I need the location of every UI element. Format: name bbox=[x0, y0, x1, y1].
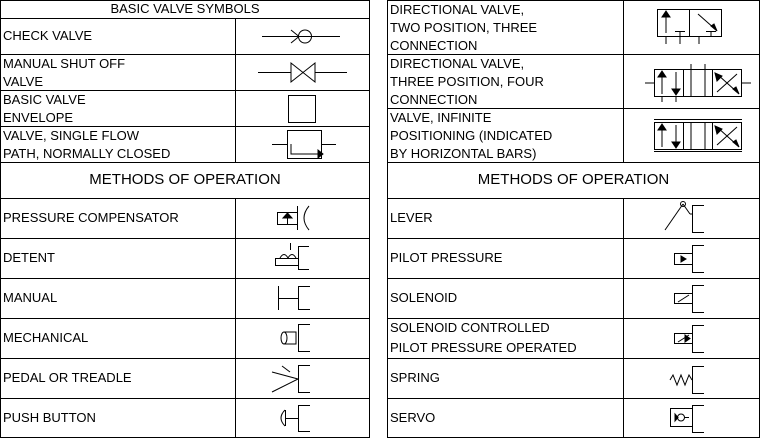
method-label-mechanical: MECHANICAL bbox=[3, 330, 89, 345]
pressure-compensator-icon bbox=[278, 206, 310, 230]
two-position-valve-icon bbox=[658, 10, 722, 45]
method-label-manual: MANUAL bbox=[3, 290, 58, 305]
valve-envelope-label-line2: ENVELOPE bbox=[3, 110, 74, 125]
method-label-solenoid: SOLENOID bbox=[390, 290, 458, 305]
infinite-positioning-label-line1: VALVE, INFINITE bbox=[390, 110, 492, 125]
single-flow-label-line1: VALVE, SINGLE FLOW bbox=[3, 128, 140, 143]
infinite-positioning-label-line2: POSITIONING (INDICATED bbox=[390, 128, 553, 143]
manual-shutoff-label-line2: VALVE bbox=[3, 74, 43, 89]
two-position-label-line3: CONNECTION bbox=[390, 38, 478, 53]
push-button-icon bbox=[281, 405, 310, 432]
infinite-positioning-label-line3: BY HORIZONTAL BARS) bbox=[390, 146, 537, 161]
lever-icon bbox=[665, 202, 704, 234]
mechanical-icon bbox=[281, 324, 310, 352]
basic-valve-symbols-title: BASIC VALVE SYMBOLS bbox=[110, 1, 260, 16]
servo-icon bbox=[671, 405, 705, 433]
two-position-label-line1: DIRECTIONAL VALVE, bbox=[390, 2, 525, 17]
three-position-valve-icon bbox=[645, 64, 751, 102]
single-flow-label-line2: PATH, NORMALLY CLOSED bbox=[3, 146, 171, 161]
right-methods-header: METHODS OF OPERATION bbox=[477, 171, 670, 188]
valve-envelope-label-line1: BASIC VALVE bbox=[3, 92, 86, 107]
three-position-label-line2: THREE POSITION, FOUR bbox=[390, 74, 544, 89]
detent-icon bbox=[275, 243, 309, 270]
solenoid-pilot-icon bbox=[675, 325, 705, 353]
method-label-spring: SPRING bbox=[390, 370, 440, 385]
two-position-label-line2: TWO POSITION, THREE bbox=[390, 20, 538, 35]
manual-shutoff-label-line1: MANUAL SHUT OFF bbox=[3, 56, 126, 71]
method-label-lever: LEVER bbox=[390, 210, 433, 225]
method-label-detent: DETENT bbox=[3, 250, 55, 265]
single-flow-valve-icon bbox=[272, 131, 336, 159]
method-label-solenoid-pilot-line2: PILOT PRESSURE OPERATED bbox=[390, 340, 577, 355]
method-label-servo: SERVO bbox=[390, 410, 436, 425]
manual-shutoff-valve-icon bbox=[258, 63, 347, 82]
pedal-icon bbox=[272, 365, 310, 393]
check-valve-label: CHECK VALVE bbox=[3, 28, 93, 43]
spring-icon bbox=[670, 366, 704, 394]
check-valve-icon bbox=[262, 30, 340, 43]
solenoid-icon bbox=[675, 285, 705, 313]
method-label-solenoid-pilot-line1: SOLENOID CONTROLLED bbox=[390, 320, 550, 335]
method-label-pedal: PEDAL OR TREADLE bbox=[3, 370, 132, 385]
left-methods-header: METHODS OF OPERATION bbox=[89, 171, 281, 188]
method-label-push-button: PUSH BUTTON bbox=[3, 410, 96, 425]
method-label-pressure-compensator: PRESSURE COMPENSATOR bbox=[3, 210, 179, 225]
three-position-label-line3: CONNECTION bbox=[390, 92, 478, 107]
manual-icon bbox=[278, 286, 310, 310]
valve-envelope-icon bbox=[289, 96, 316, 123]
method-label-pilot-pressure: PILOT PRESSURE bbox=[390, 250, 503, 265]
infinite-positioning-valve-icon bbox=[654, 120, 742, 152]
pilot-pressure-icon bbox=[675, 245, 705, 273]
three-position-label-line1: DIRECTIONAL VALVE, bbox=[390, 56, 525, 71]
